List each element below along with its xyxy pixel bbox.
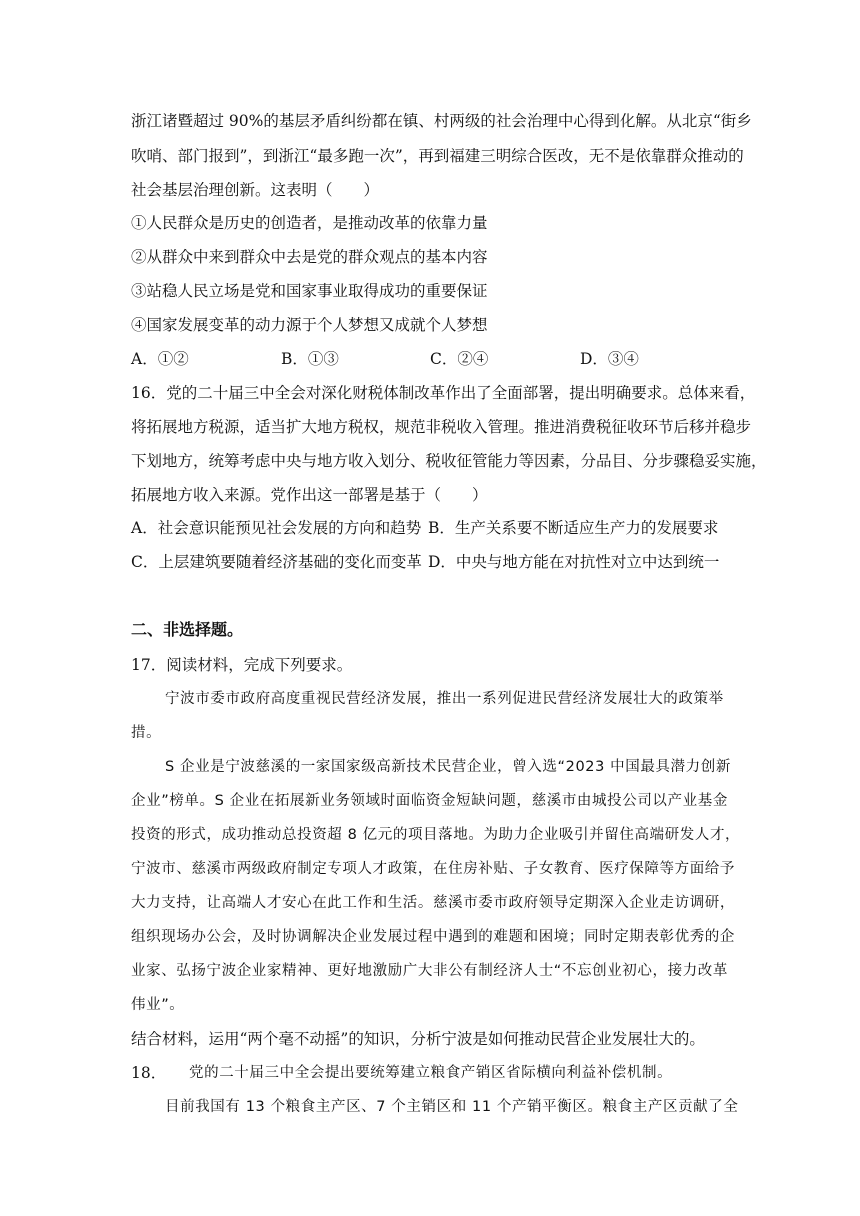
q17-material-line: 宁波市委市政府高度重视民营经济发展，推出一系列促进民营经济发展壮大的政策举 — [165, 691, 724, 707]
section-heading: 二、非选择题。 — [131, 620, 244, 639]
q17-material-line: 宁波市、慈溪市两级政府制定专项人才政策，在住房补贴、子女教育、医疗保障等方面给予 — [131, 861, 735, 877]
q15-option-c[interactable]: C．②④ — [430, 350, 489, 368]
q16-option-b[interactable]: B．生产关系要不断适应生产力的发展要求 — [428, 519, 719, 537]
q17-material-line: 措。 — [131, 725, 162, 741]
q18-number: 18． — [131, 1064, 167, 1082]
q17-material-line: 投资的形式，成功推动总投资超 8 亿元的项目落地。为助力企业吸引并留住高端研发人才， — [131, 827, 741, 843]
q15-option-a[interactable]: A．①② — [131, 350, 189, 368]
q16-option-c[interactable]: C．上层建筑要随着经济基础的变化而变革 — [131, 553, 422, 571]
q15-option-d[interactable]: D．③④ — [580, 350, 639, 368]
q15-option-b[interactable]: B．①③ — [281, 350, 339, 368]
q16-option-a[interactable]: A．社会意识能预见社会发展的方向和趋势 — [131, 519, 422, 537]
q15-stem-line: 浙江诸暨超过 90%的基层矛盾纠纷都在镇、村两级的社会治理中心得到化解。从北京“街乡 — [131, 112, 752, 130]
q15-statement-3: ③站稳人民立场是党和国家事业取得成功的重要保证 — [131, 282, 488, 300]
q16-options-row-2 — [131, 552, 731, 572]
q16-option-d[interactable]: D．中央与地方能在对抗性对立中达到统一 — [428, 553, 720, 571]
q15-stem-line: 社会基层治理创新。这表明（ ） — [131, 181, 380, 199]
q16-stem-line: 拓展地方收入来源。党作出这一部署是基于（ ） — [131, 486, 488, 504]
q17-material-line: 大力支持，让高端人才安心在此工作和生活。慈溪市委市政府领导定期深入企业走访调研， — [131, 895, 735, 911]
q17-material-line: 组织现场办公会，及时协调解决企业发展过程中遇到的难题和困境；同时定期表彰优秀的企 — [131, 929, 735, 945]
q15-options — [131, 349, 731, 369]
q15-statement-2: ②从群众中来到群众中去是党的群众观点的基本内容 — [131, 248, 488, 266]
q16-options-row-1 — [131, 518, 731, 538]
q15-stem-line: 吹哨、部门报到”，到浙江“最多跑一次”，再到福建三明综合医改，无不是依靠群众推动的 — [131, 147, 744, 165]
q15-statement-1: ①人民群众是历史的创造者，是推动改革的依靠力量 — [131, 214, 488, 232]
q17-material-line: S 企业是宁波慈溪的一家国家级高新技术民营企业，曾入选“2023 中国最具潜力创新 — [165, 759, 731, 775]
q16-stem-line: 将拓展地方税源，适当扩大地方税权，规范非税收入管理。推进消费税征收环节后移并稳步 — [131, 418, 752, 436]
q16-stem-line: 下划地方，统筹考虑中央与地方收入划分、税收征管能力等因素，分品目、分步骤稳妥实施， — [131, 452, 767, 470]
q17-question: 结合材料，运用“两个毫不动摇”的知识，分析宁波是如何推动民营企业发展壮大的。 — [131, 1030, 705, 1048]
q17-material-line: 业家、弘扬宁波企业家精神、更好地激励广大非公有制经济人士“不忘创业初心，接力改革 — [131, 963, 729, 979]
q15-statement-4: ④国家发展变革的动力源于个人梦想又成就个人梦想 — [131, 316, 488, 334]
q18-stem: 党的二十届三中全会提出要统筹建立粮食产销区省际横向利益补偿机制。 — [189, 1065, 673, 1081]
q17-material-line: 企业”榜单。S 企业在拓展新业务领域时面临资金短缺问题，慈溪市由城投公司以产业基金 — [131, 793, 728, 809]
q17-material-line: 伟业”。 — [131, 997, 185, 1013]
q16-stem-line: 16．党的二十届三中全会对深化财税体制改革作出了全面部署，提出明确要求。总体来看， — [131, 384, 756, 402]
q18-material-line: 目前我国有 13 个粮食主产区、7 个主销区和 11 个产销平衡区。粮食主产区贡献了全 — [165, 1099, 739, 1115]
q17-stem: 17．阅读材料，完成下列要求。 — [131, 656, 353, 674]
